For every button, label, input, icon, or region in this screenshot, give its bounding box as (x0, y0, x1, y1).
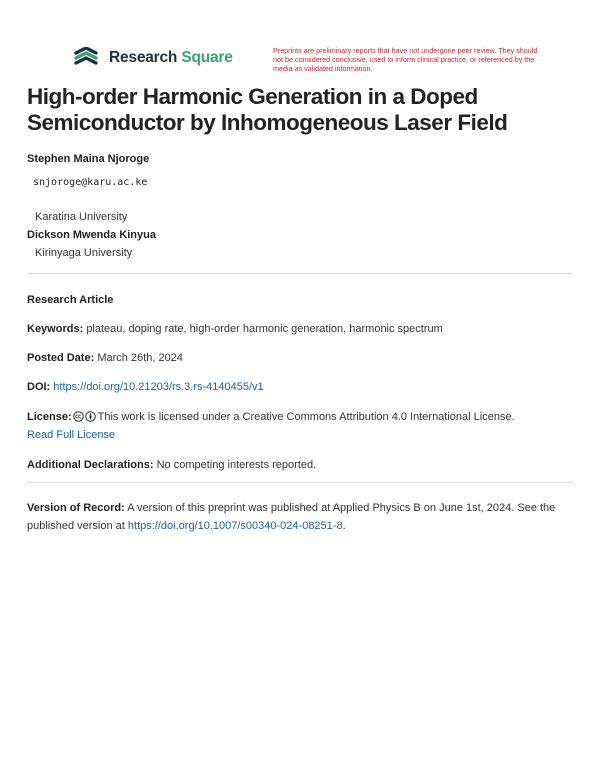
declarations-value: No competing interests reported. (156, 459, 317, 471)
declarations-label: Additional Declarations: (27, 459, 154, 471)
logo-wordmark (109, 49, 233, 67)
license-icons (73, 411, 96, 422)
divider (27, 482, 573, 483)
divider (27, 273, 573, 274)
version-of-record (27, 499, 573, 535)
license-text: This work is licensed under a Creative Commons Attribution 4.0 International License. (97, 411, 515, 423)
doi-label: DOI: (27, 381, 51, 393)
declarations-row (27, 456, 573, 474)
article-type-label: Research Article (27, 294, 114, 306)
keywords-row (27, 320, 573, 338)
author-email[interactable]: snjoroge@karu.ac.ke (33, 177, 148, 188)
posted-date-row (27, 349, 573, 367)
logo-word-research: Research (109, 49, 178, 66)
research-square-logo-icon (74, 47, 102, 69)
doi-link[interactable]: https://doi.org/10.21203/rs.3.rs-4140455/v1 (53, 381, 264, 393)
logo-word-square: Square (181, 49, 233, 66)
author-affiliation-2: Kirinyaga University (35, 247, 133, 259)
preprint-notice: Preprints are preliminary reports that have not undergone peer review. They should not be considered conclusive, used to inform clinical practice, or referenced by the media as validated information. (273, 46, 538, 73)
version-of-record-text: A version of this preprint was published at Applied Physics B on June 1st, 2024. See the published version at (27, 502, 556, 532)
author-name-1[interactable]: Stephen Maina Njoroge (27, 153, 150, 165)
version-of-record-link[interactable]: https://doi.org/10.1007/s00340-024-08251-8 (127, 520, 343, 532)
research-square-logo[interactable] (74, 47, 233, 69)
keywords-value: plateau, doping rate, high-order harmonic generation, harmonic spectrum (86, 323, 443, 335)
doi-row (27, 378, 573, 396)
by-icon (85, 411, 96, 422)
keywords-label: Keywords: (27, 323, 84, 335)
cc-icon (73, 411, 84, 422)
article-type (27, 291, 573, 309)
posted-date-value: March 26th, 2024 (97, 352, 183, 364)
posted-date-label: Posted Date: (27, 352, 95, 364)
license-row (27, 408, 573, 444)
author-affiliation-1: Karatina University (35, 211, 128, 223)
read-full-license-link[interactable]: Read Full License (27, 429, 116, 441)
paper-title: High-order Harmonic Generation in a Doped Semiconductor by Inhomogeneous Laser Field (27, 84, 508, 135)
license-label: License: (27, 411, 72, 423)
author-name-2[interactable]: Dickson Mwenda Kinyua (27, 229, 156, 241)
version-of-record-label: Version of Record: (27, 502, 125, 514)
version-of-record-end: . (342, 520, 346, 532)
